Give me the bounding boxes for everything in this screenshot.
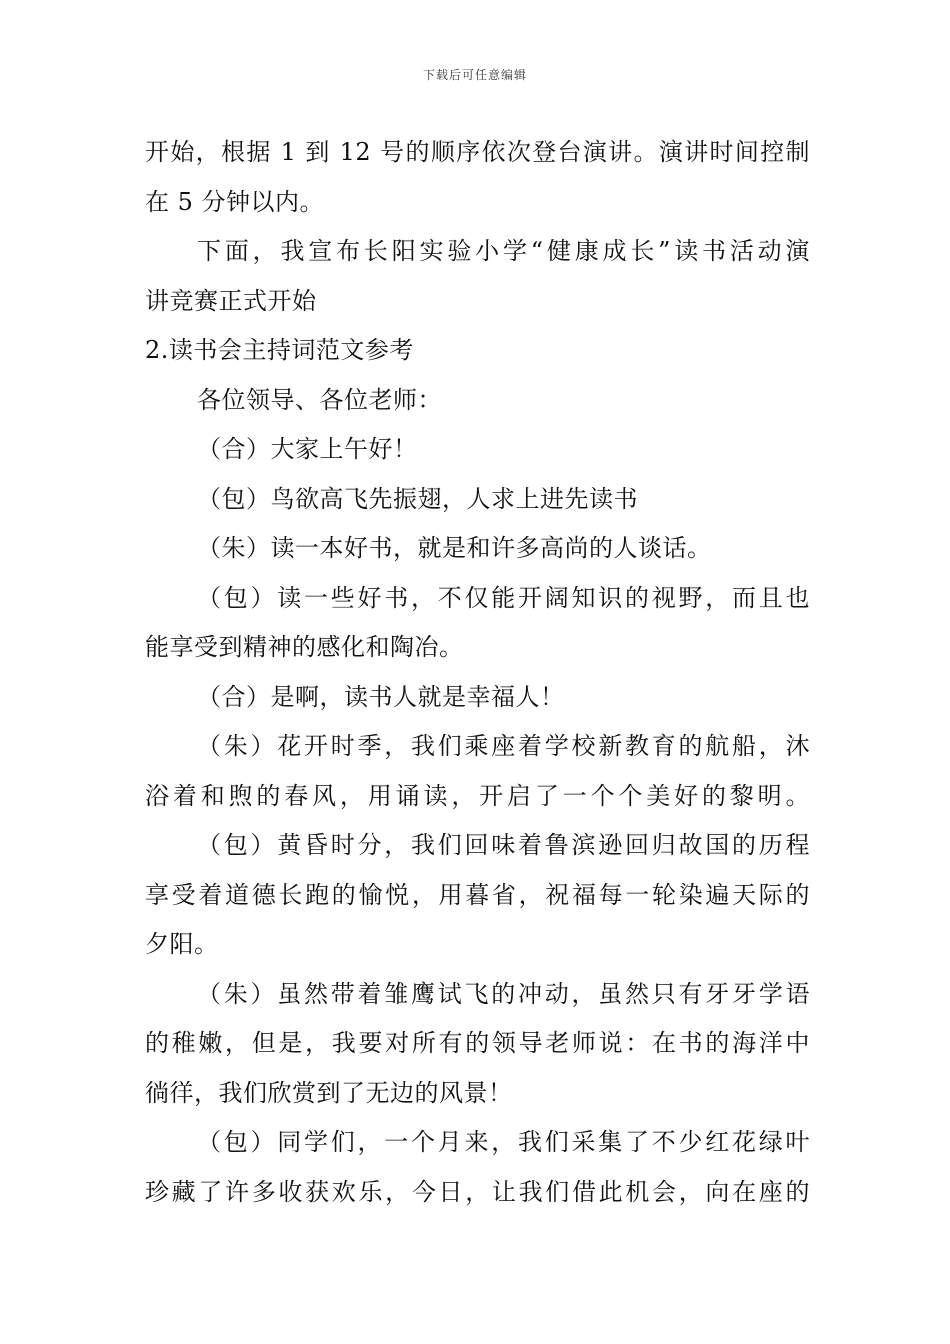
text-line: 享受着道德长跑的愉悦，用暮省，祝福每一轮染遍天际的 [145, 880, 810, 909]
text-line: （朱）读一本好书，就是和许多高尚的人谈话。 [197, 534, 712, 562]
section-heading: 2.读书会主持词范文参考 [145, 336, 414, 364]
text-line: 徜徉，我们欣赏到了无边的风景！ [145, 1078, 513, 1107]
text-line: 珍藏了许多收获欢乐，今日，让我们借此机会，向在座的 [145, 1177, 810, 1206]
text-line: （朱）虽然带着雏鹰试飞的冲动，虽然只有牙牙学语 [197, 979, 810, 1008]
text-line: 能享受到精神的感化和陶冶。 [145, 633, 464, 661]
body-text [145, 128, 810, 1217]
text-line: 各位领导、各位老师： [197, 385, 442, 414]
text-line: （包）黄昏时分，我们回味着鲁滨逊回归故国的历程 [197, 831, 810, 859]
text-line: 在 5 分钟以内。 [145, 187, 325, 216]
text-line: 浴着和煦的春风，用诵读，开启了一个个美好的黎明。 [145, 781, 810, 810]
page-header: 下载后可任意编辑 [422, 68, 527, 82]
text-line: （包）读一些好书，不仅能开阔知识的视野，而且也 [197, 583, 810, 612]
text-line: （朱）花开时季，我们乘座着学校新教育的航船，沐 [197, 732, 810, 760]
text-line: 的稚嫩，但是，我要对所有的领导老师说：在书的海洋中 [145, 1029, 810, 1057]
text-line: （包）同学们，一个月来，我们采集了不少红花绿叶 [197, 1128, 810, 1156]
text-line: 下面，我宣布长阳实验小学“健康成长”读书活动演 [197, 237, 810, 265]
text-line: 夕阳。 [145, 930, 219, 958]
text-line: 开始，根据 1 到 12 号的顺序依次登台演讲。演讲时间控制 [145, 138, 810, 166]
text-line: 讲竞赛正式开始 [145, 286, 317, 315]
text-line: （合）大家上午好！ [197, 435, 418, 463]
text-line: （合）是啊，读书人就是幸福人！ [197, 682, 565, 711]
text-line: （包）鸟欲高飞先振翅，人求上进先读书 [197, 484, 638, 513]
